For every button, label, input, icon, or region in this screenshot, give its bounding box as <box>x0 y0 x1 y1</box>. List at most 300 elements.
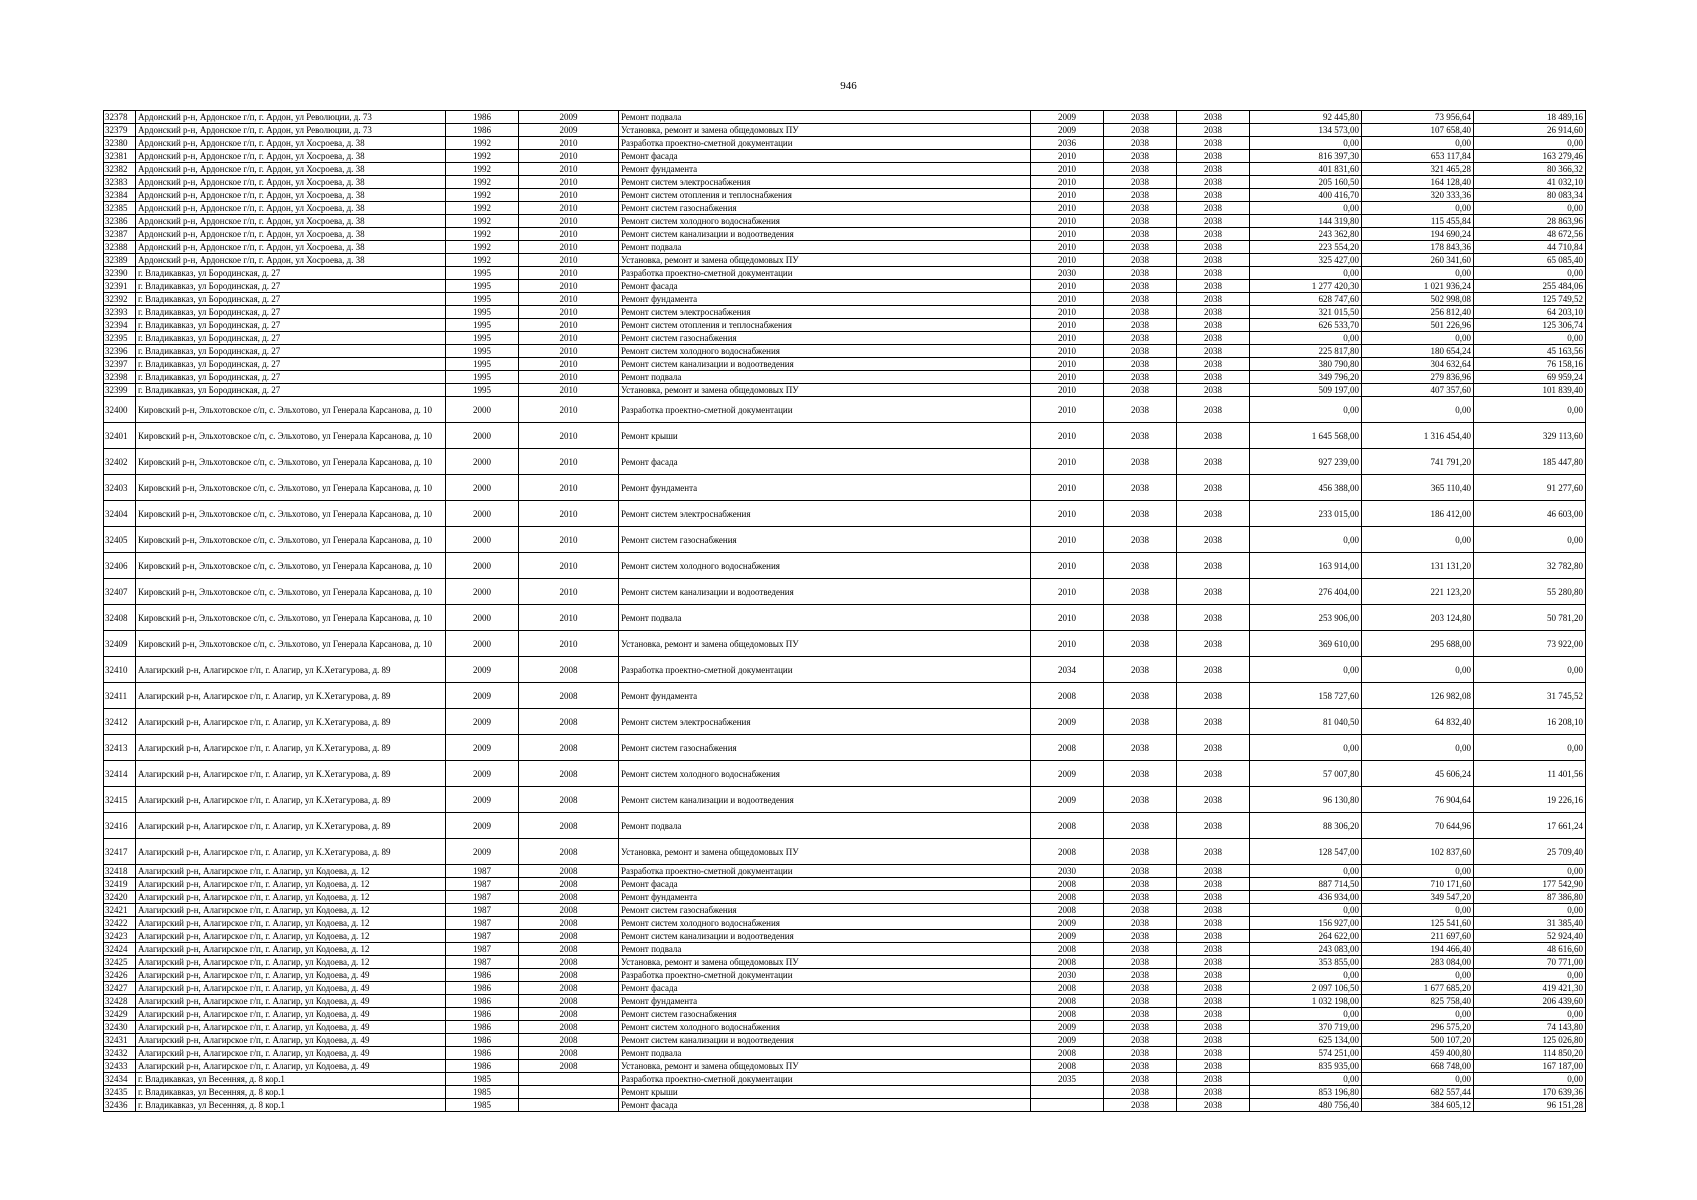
cell-owner-cost: 0,00 <box>1474 1073 1586 1086</box>
cell-row-id: 32421 <box>104 904 136 917</box>
cell-total-cost: 456 388,00 <box>1250 475 1362 501</box>
cell-plan-year-to: 2038 <box>1177 1073 1250 1086</box>
cell-plan-year-to: 2038 <box>1177 917 1250 930</box>
table-row <box>104 982 1586 995</box>
table-row <box>104 735 1586 761</box>
cell-last-repair-year: 2010 <box>1031 163 1104 176</box>
cell-address: г. Владикавказ, ул Бородинская, д. 27 <box>136 306 446 319</box>
cell-owner-cost: 28 863,96 <box>1474 215 1586 228</box>
table-row <box>104 1034 1586 1047</box>
cell-fund-cost: 682 557,44 <box>1362 1086 1474 1099</box>
cell-privatization-year: 2010 <box>519 371 619 384</box>
cell-plan-year-from: 2038 <box>1104 1099 1177 1112</box>
cell-total-cost: 853 196,80 <box>1250 1086 1362 1099</box>
cell-owner-cost: 96 151,28 <box>1474 1099 1586 1112</box>
cell-privatization-year: 2008 <box>519 943 619 956</box>
cell-owner-cost: 70 771,00 <box>1474 956 1586 969</box>
cell-total-cost: 0,00 <box>1250 137 1362 150</box>
cell-plan-year-to: 2038 <box>1177 423 1250 449</box>
cell-plan-year-to: 2038 <box>1177 449 1250 475</box>
cell-address: Ардонский р-н, Ардонское г/п, г. Ардон, ул Хосроева, д. 38 <box>136 176 446 189</box>
cell-total-cost: 233 015,00 <box>1250 501 1362 527</box>
cell-last-repair-year: 2008 <box>1031 735 1104 761</box>
cell-plan-year-from: 2038 <box>1104 332 1177 345</box>
cell-row-id: 32405 <box>104 527 136 553</box>
cell-owner-cost: 31 385,40 <box>1474 917 1586 930</box>
cell-build-year: 2000 <box>446 501 519 527</box>
table-row <box>104 995 1586 1008</box>
cell-row-id: 32392 <box>104 293 136 306</box>
cell-privatization-year: 2010 <box>519 215 619 228</box>
cell-last-repair-year: 2010 <box>1031 319 1104 332</box>
table-row <box>104 202 1586 215</box>
cell-fund-cost: 256 812,40 <box>1362 306 1474 319</box>
cell-work-type: Ремонт систем канализации и водоотведения <box>619 1034 1031 1047</box>
cell-plan-year-to: 2038 <box>1177 579 1250 605</box>
cell-owner-cost: 44 710,84 <box>1474 241 1586 254</box>
cell-row-id: 32419 <box>104 878 136 891</box>
cell-fund-cost: 296 575,20 <box>1362 1021 1474 1034</box>
cell-fund-cost: 320 333,36 <box>1362 189 1474 202</box>
cell-address: г. Владикавказ, ул Весенняя, д. 8 кор.1 <box>136 1073 446 1086</box>
cell-owner-cost: 185 447,80 <box>1474 449 1586 475</box>
cell-plan-year-to: 2038 <box>1177 1034 1250 1047</box>
cell-address: Алагирский р-н, Алагирское г/п, г. Алагир, ул Кодоева, д. 49 <box>136 982 446 995</box>
table-row <box>104 865 1586 878</box>
cell-total-cost: 0,00 <box>1250 735 1362 761</box>
cell-fund-cost: 0,00 <box>1362 735 1474 761</box>
cell-owner-cost: 0,00 <box>1474 397 1586 423</box>
cell-build-year: 2009 <box>446 813 519 839</box>
table-row <box>104 111 1586 124</box>
cell-privatization-year: 2008 <box>519 956 619 969</box>
table-row <box>104 917 1586 930</box>
cell-owner-cost: 31 745,52 <box>1474 683 1586 709</box>
cell-last-repair-year: 2009 <box>1031 124 1104 137</box>
cell-total-cost: 0,00 <box>1250 1073 1362 1086</box>
cell-plan-year-to: 2038 <box>1177 319 1250 332</box>
cell-address: Ардонский р-н, Ардонское г/п, г. Ардон, ул Революции, д. 73 <box>136 124 446 137</box>
cell-row-id: 32396 <box>104 345 136 358</box>
cell-plan-year-from: 2038 <box>1104 683 1177 709</box>
table-row <box>104 1047 1586 1060</box>
table-row <box>104 189 1586 202</box>
cell-last-repair-year: 2010 <box>1031 501 1104 527</box>
cell-work-type: Ремонт подвала <box>619 111 1031 124</box>
cell-last-repair-year: 2010 <box>1031 527 1104 553</box>
cell-work-type: Ремонт фундамента <box>619 293 1031 306</box>
cell-build-year: 1992 <box>446 150 519 163</box>
cell-row-id: 32403 <box>104 475 136 501</box>
table-row <box>104 332 1586 345</box>
cell-total-cost: 243 083,00 <box>1250 943 1362 956</box>
cell-plan-year-from: 2038 <box>1104 384 1177 397</box>
table-row <box>104 215 1586 228</box>
cell-last-repair-year: 2010 <box>1031 280 1104 293</box>
cell-owner-cost: 0,00 <box>1474 137 1586 150</box>
cell-work-type: Ремонт систем канализации и водоотведения <box>619 787 1031 813</box>
cell-total-cost: 401 831,60 <box>1250 163 1362 176</box>
cell-last-repair-year <box>1031 1086 1104 1099</box>
cell-address: г. Владикавказ, ул Бородинская, д. 27 <box>136 345 446 358</box>
cell-plan-year-to: 2038 <box>1177 904 1250 917</box>
table-row <box>104 358 1586 371</box>
cell-privatization-year: 2010 <box>519 553 619 579</box>
cell-fund-cost: 45 606,24 <box>1362 761 1474 787</box>
table-row <box>104 709 1586 735</box>
cell-plan-year-from: 2038 <box>1104 215 1177 228</box>
table-row <box>104 345 1586 358</box>
cell-work-type: Ремонт систем отопления и теплоснабжения <box>619 319 1031 332</box>
cell-address: г. Владикавказ, ул Бородинская, д. 27 <box>136 319 446 332</box>
cell-last-repair-year: 2008 <box>1031 995 1104 1008</box>
cell-privatization-year: 2008 <box>519 904 619 917</box>
cell-work-type: Ремонт фасада <box>619 280 1031 293</box>
cell-privatization-year: 2010 <box>519 449 619 475</box>
table-row <box>104 761 1586 787</box>
cell-fund-cost: 125 541,60 <box>1362 917 1474 930</box>
cell-address: г. Владикавказ, ул Весенняя, д. 8 кор.1 <box>136 1086 446 1099</box>
cell-work-type: Ремонт фасада <box>619 150 1031 163</box>
cell-total-cost: 134 573,00 <box>1250 124 1362 137</box>
cell-plan-year-to: 2038 <box>1177 189 1250 202</box>
cell-privatization-year: 2008 <box>519 1047 619 1060</box>
cell-fund-cost: 0,00 <box>1362 202 1474 215</box>
cell-total-cost: 887 714,50 <box>1250 878 1362 891</box>
cell-fund-cost: 102 837,60 <box>1362 839 1474 865</box>
cell-plan-year-to: 2038 <box>1177 527 1250 553</box>
cell-plan-year-to: 2038 <box>1177 501 1250 527</box>
cell-total-cost: 927 239,00 <box>1250 449 1362 475</box>
table-row <box>104 449 1586 475</box>
cell-address: Ардонский р-н, Ардонское г/п, г. Ардон, ул Хосроева, д. 38 <box>136 163 446 176</box>
cell-plan-year-to: 2038 <box>1177 163 1250 176</box>
cell-privatization-year: 2009 <box>519 124 619 137</box>
cell-row-id: 32406 <box>104 553 136 579</box>
cell-plan-year-from: 2038 <box>1104 657 1177 683</box>
cell-privatization-year: 2010 <box>519 163 619 176</box>
cell-work-type: Установка, ремонт и замена общедомовых ПУ <box>619 384 1031 397</box>
cell-total-cost: 370 719,00 <box>1250 1021 1362 1034</box>
cell-build-year: 1995 <box>446 384 519 397</box>
cell-owner-cost: 255 484,06 <box>1474 280 1586 293</box>
cell-owner-cost: 177 542,90 <box>1474 878 1586 891</box>
cell-address: Алагирский р-н, Алагирское г/п, г. Алагир, ул Кодоева, д. 12 <box>136 891 446 904</box>
table-row <box>104 280 1586 293</box>
cell-row-id: 32393 <box>104 306 136 319</box>
cell-owner-cost: 26 914,60 <box>1474 124 1586 137</box>
cell-row-id: 32426 <box>104 969 136 982</box>
cell-build-year: 2000 <box>446 449 519 475</box>
cell-row-id: 32389 <box>104 254 136 267</box>
cell-owner-cost: 76 158,16 <box>1474 358 1586 371</box>
cell-last-repair-year: 2010 <box>1031 579 1104 605</box>
cell-fund-cost: 260 341,60 <box>1362 254 1474 267</box>
cell-row-id: 32410 <box>104 657 136 683</box>
cell-build-year: 1986 <box>446 1021 519 1034</box>
cell-privatization-year: 2008 <box>519 917 619 930</box>
table-row <box>104 631 1586 657</box>
cell-address: г. Владикавказ, ул Бородинская, д. 27 <box>136 280 446 293</box>
table-row <box>104 839 1586 865</box>
cell-row-id: 32397 <box>104 358 136 371</box>
cell-address: Алагирский р-н, Алагирское г/п, г. Алагир, ул К.Хетагурова, д. 89 <box>136 839 446 865</box>
cell-plan-year-from: 2038 <box>1104 306 1177 319</box>
cell-address: Алагирский р-н, Алагирское г/п, г. Алагир, ул Кодоева, д. 12 <box>136 917 446 930</box>
cell-privatization-year: 2010 <box>519 228 619 241</box>
cell-work-type: Ремонт систем холодного водоснабжения <box>619 345 1031 358</box>
cell-fund-cost: 203 124,80 <box>1362 605 1474 631</box>
cell-privatization-year <box>519 1073 619 1086</box>
cell-plan-year-from: 2038 <box>1104 293 1177 306</box>
cell-build-year: 1995 <box>446 293 519 306</box>
cell-fund-cost: 501 226,96 <box>1362 319 1474 332</box>
cell-build-year: 1986 <box>446 982 519 995</box>
cell-address: г. Владикавказ, ул Бородинская, д. 27 <box>136 332 446 345</box>
cell-work-type: Разработка проектно-сметной документации <box>619 657 1031 683</box>
cell-last-repair-year <box>1031 1099 1104 1112</box>
cell-plan-year-from: 2038 <box>1104 1073 1177 1086</box>
cell-total-cost: 156 927,00 <box>1250 917 1362 930</box>
cell-last-repair-year: 2010 <box>1031 553 1104 579</box>
cell-plan-year-to: 2038 <box>1177 215 1250 228</box>
cell-build-year: 2009 <box>446 735 519 761</box>
cell-work-type: Ремонт систем газоснабжения <box>619 527 1031 553</box>
cell-fund-cost: 131 131,20 <box>1362 553 1474 579</box>
cell-build-year: 1995 <box>446 280 519 293</box>
cell-row-id: 32379 <box>104 124 136 137</box>
cell-plan-year-from: 2038 <box>1104 176 1177 189</box>
cell-work-type: Установка, ремонт и замена общедомовых ПУ <box>619 839 1031 865</box>
cell-work-type: Ремонт систем канализации и водоотведения <box>619 358 1031 371</box>
cell-row-id: 32431 <box>104 1034 136 1047</box>
cell-last-repair-year: 2034 <box>1031 657 1104 683</box>
cell-privatization-year: 2010 <box>519 176 619 189</box>
cell-total-cost: 0,00 <box>1250 527 1362 553</box>
cell-work-type: Ремонт подвала <box>619 813 1031 839</box>
cell-address: Алагирский р-н, Алагирское г/п, г. Алагир, ул Кодоева, д. 12 <box>136 878 446 891</box>
cell-plan-year-from: 2038 <box>1104 995 1177 1008</box>
cell-privatization-year: 2008 <box>519 1034 619 1047</box>
cell-address: Алагирский р-н, Алагирское г/п, г. Алагир, ул Кодоева, д. 12 <box>136 904 446 917</box>
cell-plan-year-to: 2038 <box>1177 111 1250 124</box>
cell-work-type: Ремонт систем электроснабжения <box>619 176 1031 189</box>
cell-plan-year-to: 2038 <box>1177 878 1250 891</box>
table-row <box>104 475 1586 501</box>
cell-privatization-year: 2008 <box>519 891 619 904</box>
cell-plan-year-to: 2038 <box>1177 1086 1250 1099</box>
cell-total-cost: 128 547,00 <box>1250 839 1362 865</box>
cell-owner-cost: 0,00 <box>1474 527 1586 553</box>
cell-last-repair-year: 2010 <box>1031 449 1104 475</box>
cell-address: Кировский р-н, Эльхотовское с/п, с. Эльхотово, ул Генерала Карсанова, д. 10 <box>136 397 446 423</box>
cell-plan-year-from: 2038 <box>1104 553 1177 579</box>
cell-fund-cost: 211 697,60 <box>1362 930 1474 943</box>
cell-last-repair-year: 2009 <box>1031 709 1104 735</box>
cell-build-year: 1995 <box>446 332 519 345</box>
cell-owner-cost: 167 187,00 <box>1474 1060 1586 1073</box>
cell-row-id: 32429 <box>104 1008 136 1021</box>
cell-owner-cost: 52 924,40 <box>1474 930 1586 943</box>
cell-owner-cost: 50 781,20 <box>1474 605 1586 631</box>
cell-owner-cost: 101 839,40 <box>1474 384 1586 397</box>
cell-plan-year-from: 2038 <box>1104 358 1177 371</box>
cell-plan-year-from: 2038 <box>1104 1060 1177 1073</box>
cell-row-id: 32384 <box>104 189 136 202</box>
cell-fund-cost: 668 748,00 <box>1362 1060 1474 1073</box>
cell-fund-cost: 178 843,36 <box>1362 241 1474 254</box>
cell-address: Алагирский р-н, Алагирское г/п, г. Алагир, ул Кодоева, д. 12 <box>136 956 446 969</box>
cell-build-year: 1986 <box>446 1008 519 1021</box>
cell-plan-year-to: 2038 <box>1177 956 1250 969</box>
cell-row-id: 32378 <box>104 111 136 124</box>
cell-owner-cost: 0,00 <box>1474 332 1586 345</box>
cell-privatization-year: 2008 <box>519 735 619 761</box>
cell-build-year: 2009 <box>446 709 519 735</box>
cell-address: Ардонский р-н, Ардонское г/п, г. Ардон, ул Хосроева, д. 38 <box>136 215 446 228</box>
table-row <box>104 501 1586 527</box>
cell-row-id: 32432 <box>104 1047 136 1060</box>
cell-last-repair-year: 2009 <box>1031 787 1104 813</box>
cell-row-id: 32408 <box>104 605 136 631</box>
cell-address: Алагирский р-н, Алагирское г/п, г. Алагир, ул Кодоева, д. 49 <box>136 1060 446 1073</box>
cell-total-cost: 223 554,20 <box>1250 241 1362 254</box>
cell-build-year: 1986 <box>446 969 519 982</box>
cell-address: Алагирский р-н, Алагирское г/п, г. Алагир, ул К.Хетагурова, д. 89 <box>136 683 446 709</box>
cell-last-repair-year: 2010 <box>1031 423 1104 449</box>
table-row <box>104 943 1586 956</box>
cell-plan-year-from: 2038 <box>1104 150 1177 163</box>
cell-last-repair-year: 2008 <box>1031 943 1104 956</box>
cell-build-year: 1987 <box>446 930 519 943</box>
cell-fund-cost: 825 758,40 <box>1362 995 1474 1008</box>
cell-plan-year-to: 2038 <box>1177 1047 1250 1060</box>
cell-work-type: Ремонт систем газоснабжения <box>619 735 1031 761</box>
cell-fund-cost: 115 455,84 <box>1362 215 1474 228</box>
cell-last-repair-year: 2010 <box>1031 397 1104 423</box>
cell-fund-cost: 384 605,12 <box>1362 1099 1474 1112</box>
table-row <box>104 527 1586 553</box>
cell-address: Алагирский р-н, Алагирское г/п, г. Алагир, ул Кодоева, д. 49 <box>136 1034 446 1047</box>
cell-last-repair-year: 2008 <box>1031 956 1104 969</box>
cell-plan-year-from: 2038 <box>1104 371 1177 384</box>
cell-plan-year-to: 2038 <box>1177 982 1250 995</box>
cell-owner-cost: 0,00 <box>1474 865 1586 878</box>
cell-row-id: 32388 <box>104 241 136 254</box>
cell-plan-year-from: 2038 <box>1104 202 1177 215</box>
cell-plan-year-to: 2038 <box>1177 1008 1250 1021</box>
table-row <box>104 969 1586 982</box>
cell-last-repair-year: 2010 <box>1031 605 1104 631</box>
cell-privatization-year: 2008 <box>519 683 619 709</box>
cell-row-id: 32383 <box>104 176 136 189</box>
cell-total-cost: 225 817,80 <box>1250 345 1362 358</box>
cell-build-year: 1995 <box>446 371 519 384</box>
cell-plan-year-to: 2038 <box>1177 293 1250 306</box>
cell-total-cost: 264 622,00 <box>1250 930 1362 943</box>
cell-row-id: 32424 <box>104 943 136 956</box>
cell-build-year: 1986 <box>446 995 519 1008</box>
cell-total-cost: 816 397,30 <box>1250 150 1362 163</box>
cell-work-type: Ремонт подвала <box>619 605 1031 631</box>
cell-fund-cost: 164 128,40 <box>1362 176 1474 189</box>
cell-work-type: Ремонт крыши <box>619 423 1031 449</box>
cell-address: Ардонский р-н, Ардонское г/п, г. Ардон, ул Хосроева, д. 38 <box>136 150 446 163</box>
cell-fund-cost: 221 123,20 <box>1362 579 1474 605</box>
cell-plan-year-from: 2038 <box>1104 579 1177 605</box>
cell-owner-cost: 0,00 <box>1474 267 1586 280</box>
cell-privatization-year: 2010 <box>519 631 619 657</box>
cell-address: Ардонский р-н, Ардонское г/п, г. Ардон, ул Революции, д. 73 <box>136 111 446 124</box>
cell-build-year: 2000 <box>446 631 519 657</box>
cell-last-repair-year: 2008 <box>1031 878 1104 891</box>
cell-fund-cost: 459 400,80 <box>1362 1047 1474 1060</box>
cell-total-cost: 2 097 106,50 <box>1250 982 1362 995</box>
cell-total-cost: 0,00 <box>1250 202 1362 215</box>
cell-address: Алагирский р-н, Алагирское г/п, г. Алагир, ул К.Хетагурова, д. 89 <box>136 813 446 839</box>
cell-work-type: Ремонт систем холодного водоснабжения <box>619 917 1031 930</box>
cell-address: Кировский р-н, Эльхотовское с/п, с. Эльхотово, ул Генерала Карсанова, д. 10 <box>136 579 446 605</box>
cell-plan-year-to: 2038 <box>1177 839 1250 865</box>
cell-owner-cost: 91 277,60 <box>1474 475 1586 501</box>
cell-privatization-year: 2010 <box>519 332 619 345</box>
cell-row-id: 32391 <box>104 280 136 293</box>
cell-fund-cost: 500 107,20 <box>1362 1034 1474 1047</box>
cell-plan-year-from: 2038 <box>1104 163 1177 176</box>
cell-privatization-year: 2008 <box>519 930 619 943</box>
cell-last-repair-year: 2010 <box>1031 475 1104 501</box>
cell-plan-year-from: 2038 <box>1104 813 1177 839</box>
cell-work-type: Ремонт фасада <box>619 982 1031 995</box>
cell-plan-year-to: 2038 <box>1177 891 1250 904</box>
cell-build-year: 1995 <box>446 345 519 358</box>
cell-owner-cost: 125 026,80 <box>1474 1034 1586 1047</box>
cell-plan-year-from: 2038 <box>1104 631 1177 657</box>
cell-work-type: Ремонт систем газоснабжения <box>619 904 1031 917</box>
cell-address: Алагирский р-н, Алагирское г/п, г. Алагир, ул Кодоева, д. 49 <box>136 995 446 1008</box>
cell-owner-cost: 19 226,16 <box>1474 787 1586 813</box>
cell-work-type: Ремонт фасада <box>619 1099 1031 1112</box>
table-row <box>104 150 1586 163</box>
cell-address: Алагирский р-н, Алагирское г/п, г. Алагир, ул Кодоева, д. 49 <box>136 1047 446 1060</box>
cell-work-type: Ремонт систем канализации и водоотведения <box>619 228 1031 241</box>
cell-privatization-year: 2008 <box>519 813 619 839</box>
cell-total-cost: 509 197,00 <box>1250 384 1362 397</box>
cell-owner-cost: 16 208,10 <box>1474 709 1586 735</box>
cell-total-cost: 0,00 <box>1250 969 1362 982</box>
cell-total-cost: 96 130,80 <box>1250 787 1362 813</box>
cell-plan-year-to: 2038 <box>1177 137 1250 150</box>
cell-plan-year-to: 2038 <box>1177 605 1250 631</box>
cell-last-repair-year: 2010 <box>1031 176 1104 189</box>
cell-plan-year-to: 2038 <box>1177 267 1250 280</box>
cell-total-cost: 835 935,00 <box>1250 1060 1362 1073</box>
cell-fund-cost: 76 904,64 <box>1362 787 1474 813</box>
table-row <box>104 813 1586 839</box>
cell-row-id: 32425 <box>104 956 136 969</box>
cell-build-year: 2009 <box>446 761 519 787</box>
cell-row-id: 32433 <box>104 1060 136 1073</box>
cell-fund-cost: 283 084,00 <box>1362 956 1474 969</box>
cell-address: Ардонский р-н, Ардонское г/п, г. Ардон, ул Хосроева, д. 38 <box>136 241 446 254</box>
cell-build-year: 2000 <box>446 605 519 631</box>
cell-fund-cost: 1 021 936,24 <box>1362 280 1474 293</box>
cell-total-cost: 163 914,00 <box>1250 553 1362 579</box>
cell-fund-cost: 0,00 <box>1362 397 1474 423</box>
cell-address: г. Владикавказ, ул Весенняя, д. 8 кор.1 <box>136 1099 446 1112</box>
repair-program-table <box>103 110 1586 1112</box>
cell-plan-year-to: 2038 <box>1177 397 1250 423</box>
